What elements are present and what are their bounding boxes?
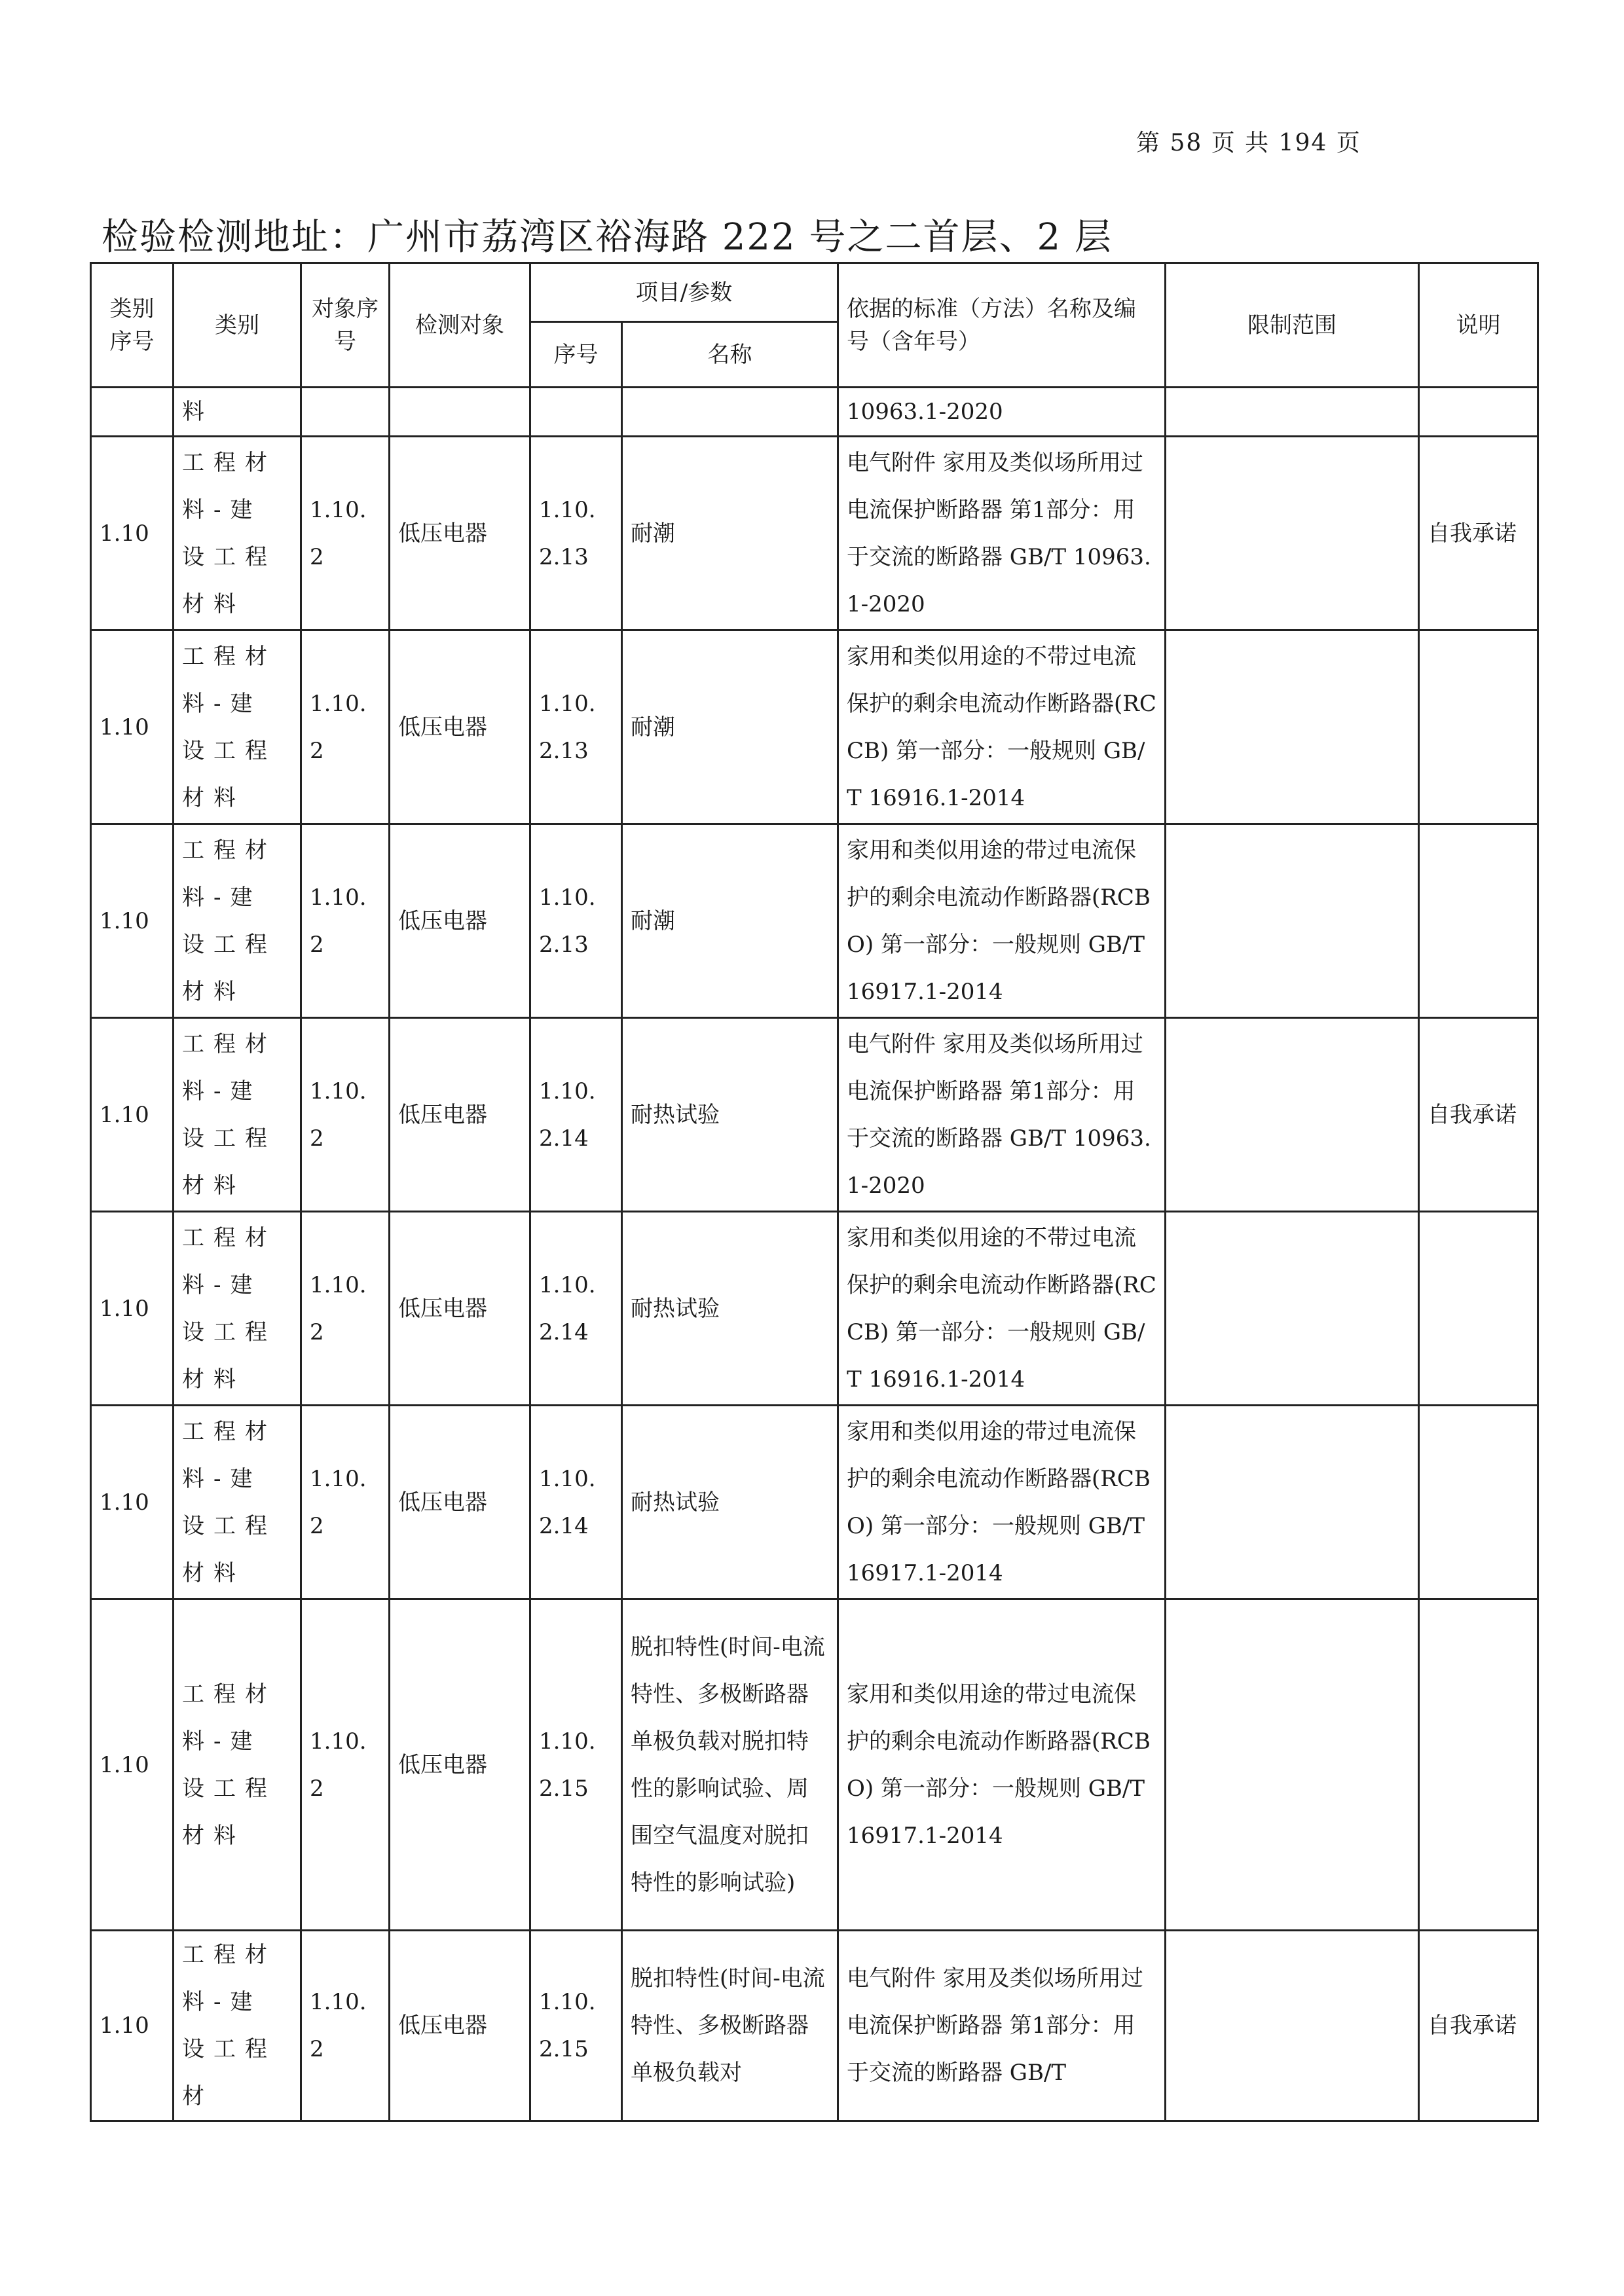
cell-standard: 家用和类似用途的不带过电流保护的剩余电流动作断路器(RCCB) 第一部分：一般规则 GB/T 16916.1-2014 — [838, 630, 1166, 824]
table-row-continued — [91, 388, 1538, 437]
cell-category: 料 — [174, 388, 301, 437]
table-row — [91, 1599, 1538, 1931]
header-item-name: 名称 — [622, 322, 838, 388]
cell-object: 低压电器 — [390, 1599, 530, 1931]
cell-cat-no: 1.10 — [91, 1599, 174, 1931]
cell-category: 工程材料-建设工程材料 — [174, 1406, 301, 1599]
header-item-param: 项目/参数 — [530, 263, 838, 322]
cell-category: 工程材料-建设工程材料 — [174, 1018, 301, 1212]
cell-limit — [1166, 388, 1419, 437]
cell-item-name: 耐热试验 — [622, 1018, 838, 1212]
cell-category: 工程材料-建设工程材料 — [174, 824, 301, 1018]
header-object: 检测对象 — [390, 263, 530, 388]
cell-item-name: 耐潮 — [622, 824, 838, 1018]
scope-table — [90, 262, 1539, 2122]
cell-standard: 电气附件 家用及类似场所用过电流保护断路器 第1部分：用于交流的断路器 GB/T — [838, 1931, 1166, 2121]
cell-item-name: 耐潮 — [622, 437, 838, 630]
cell-cat-no: 1.10 — [91, 824, 174, 1018]
cell-category: 工程材料-建设工程材料 — [174, 1212, 301, 1406]
cell-limit — [1166, 437, 1419, 630]
cell-limit — [1166, 1212, 1419, 1406]
cell-standard: 10963.1-2020 — [838, 388, 1166, 437]
cell-object: 低压电器 — [390, 1212, 530, 1406]
header-note: 说明 — [1419, 263, 1538, 388]
cell-item-no: 1.10.2.13 — [530, 630, 622, 824]
cell-cat-no: 1.10 — [91, 630, 174, 824]
cell-obj-no: 1.10.2 — [301, 1406, 390, 1599]
cell-standard: 电气附件 家用及类似场所用过电流保护断路器 第1部分：用于交流的断路器 GB/T 10963.1-2020 — [838, 1018, 1166, 1212]
cell-note — [1419, 824, 1538, 1018]
cell-obj-no: 1.10.2 — [301, 1931, 390, 2121]
table-row — [91, 1931, 1538, 2121]
cell-item-name — [622, 388, 838, 437]
cell-note: 自我承诺 — [1419, 437, 1538, 630]
header-category: 类别 — [174, 263, 301, 388]
cell-item-name: 脱扣特性(时间-电流特性、多极断路器单极负载对 — [622, 1931, 838, 2121]
cell-limit — [1166, 824, 1419, 1018]
cell-cat-no — [91, 388, 174, 437]
cell-category: 工程材料-建设工程材料 — [174, 437, 301, 630]
cell-object: 低压电器 — [390, 1931, 530, 2121]
cell-obj-no — [301, 388, 390, 437]
cell-note — [1419, 630, 1538, 824]
page-number: 第 58 页 共 194 页 — [1136, 130, 1361, 156]
header-item-no: 序号 — [530, 322, 622, 388]
cell-obj-no: 1.10.2 — [301, 1018, 390, 1212]
cell-standard: 家用和类似用途的带过电流保护的剩余电流动作断路器(RCBO) 第一部分：一般规则 GB/T 16917.1-2014 — [838, 824, 1166, 1018]
cell-cat-no: 1.10 — [91, 1018, 174, 1212]
table-row — [91, 1018, 1538, 1212]
table-row — [91, 1406, 1538, 1599]
cell-limit — [1166, 1599, 1419, 1931]
cell-item-name: 耐热试验 — [622, 1406, 838, 1599]
cell-obj-no: 1.10.2 — [301, 1212, 390, 1406]
cell-standard: 家用和类似用途的带过电流保护的剩余电流动作断路器(RCBO) 第一部分：一般规则 GB/T 16917.1-2014 — [838, 1599, 1166, 1931]
cell-object: 低压电器 — [390, 1018, 530, 1212]
cell-limit — [1166, 1018, 1419, 1212]
cell-obj-no: 1.10.2 — [301, 630, 390, 824]
cell-standard: 电气附件 家用及类似场所用过电流保护断路器 第1部分：用于交流的断路器 GB/T 10963.1-2020 — [838, 437, 1166, 630]
cell-item-name: 耐潮 — [622, 630, 838, 824]
cell-note — [1419, 388, 1538, 437]
cell-item-name: 脱扣特性(时间-电流特性、多极断路器单极负载对脱扣特性的影响试验、周围空气温度对脱扣特性的影响试验) — [622, 1599, 838, 1931]
cell-category: 工程材料-建设工程材料 — [174, 1599, 301, 1931]
cell-standard: 家用和类似用途的不带过电流保护的剩余电流动作断路器(RCCB) 第一部分：一般规则 GB/T 16916.1-2014 — [838, 1212, 1166, 1406]
testing-address: 检验检测地址：广州市荔湾区裕海路 222 号之二首层、2 层 — [101, 216, 1113, 259]
cell-note: 自我承诺 — [1419, 1018, 1538, 1212]
cell-item-no: 1.10.2.14 — [530, 1018, 622, 1212]
cell-obj-no: 1.10.2 — [301, 824, 390, 1018]
cell-limit — [1166, 1931, 1419, 2121]
cell-object: 低压电器 — [390, 1406, 530, 1599]
cell-cat-no: 1.10 — [91, 437, 174, 630]
cell-item-no — [530, 388, 622, 437]
header-cat-no: 类别序号 — [91, 263, 174, 388]
cell-object — [390, 388, 530, 437]
header-standard: 依据的标准（方法）名称及编号（含年号） — [838, 263, 1166, 388]
cell-limit — [1166, 630, 1419, 824]
cell-cat-no: 1.10 — [91, 1406, 174, 1599]
cell-object: 低压电器 — [390, 824, 530, 1018]
header-obj-no: 对象序号 — [301, 263, 390, 388]
cell-object: 低压电器 — [390, 437, 530, 630]
table-row — [91, 1212, 1538, 1406]
cell-standard: 家用和类似用途的带过电流保护的剩余电流动作断路器(RCBO) 第一部分：一般规则 GB/T 16917.1-2014 — [838, 1406, 1166, 1599]
cell-item-no: 1.10.2.14 — [530, 1406, 622, 1599]
cell-object: 低压电器 — [390, 630, 530, 824]
table-row — [91, 437, 1538, 630]
cell-note: 自我承诺 — [1419, 1931, 1538, 2121]
cell-item-name: 耐热试验 — [622, 1212, 838, 1406]
table-row — [91, 630, 1538, 824]
cell-obj-no: 1.10.2 — [301, 437, 390, 630]
cell-item-no: 1.10.2.15 — [530, 1931, 622, 2121]
cell-note — [1419, 1406, 1538, 1599]
cell-note — [1419, 1599, 1538, 1931]
cell-note — [1419, 1212, 1538, 1406]
cell-item-no: 1.10.2.14 — [530, 1212, 622, 1406]
cell-item-no: 1.10.2.13 — [530, 437, 622, 630]
cell-cat-no: 1.10 — [91, 1212, 174, 1406]
table-row — [91, 824, 1538, 1018]
cell-obj-no: 1.10.2 — [301, 1599, 390, 1931]
cell-category: 工程材料-建设工程材料 — [174, 630, 301, 824]
cell-limit — [1166, 1406, 1419, 1599]
cell-item-no: 1.10.2.15 — [530, 1599, 622, 1931]
cell-item-no: 1.10.2.13 — [530, 824, 622, 1018]
cell-cat-no: 1.10 — [91, 1931, 174, 2121]
header-limit: 限制范围 — [1166, 263, 1419, 388]
cell-category: 工程材料-建设工程材 — [174, 1931, 301, 2121]
